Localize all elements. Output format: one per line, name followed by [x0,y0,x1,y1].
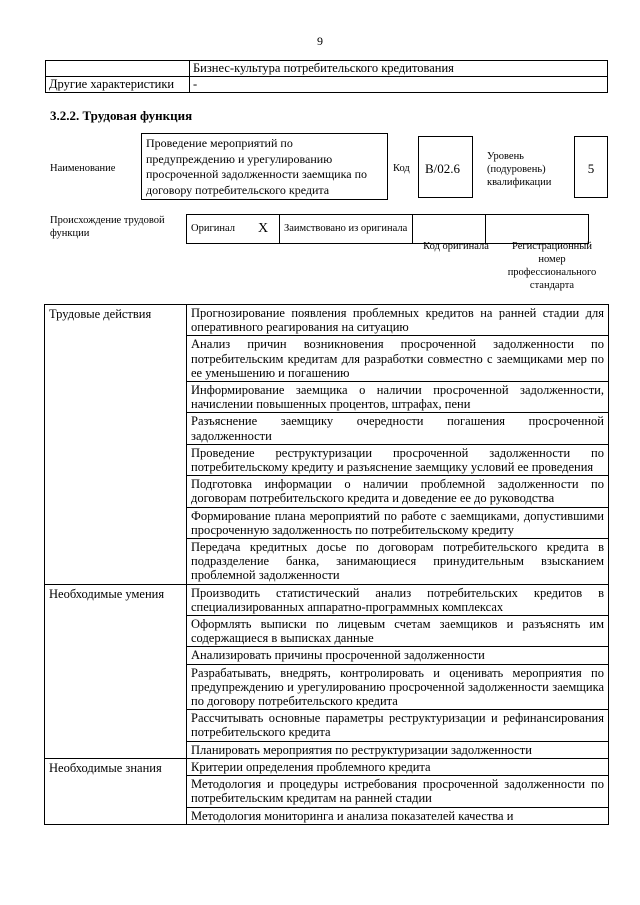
item-text: Рассчитывать основные параметры реструктуризации и рефинансирования потребительского кредита [187,710,609,741]
item-text: Разрабатывать, внедрять, контролировать и оценивать мероприятия по предупреждению и урегулированию просроченной задолженности заемщика по договору потребительского кредита [187,664,609,710]
section-title: 3.2.2. Трудовая функция [50,108,193,123]
category-label: Трудовые действия [45,305,187,585]
original-label: Оригинал [187,215,248,244]
row-label [46,61,190,77]
item-text: Проведение реструктуризации просроченной задолженности по потребительскому кредиту и разъяснение заемщику условий ее проведения [187,444,609,475]
item-text: Передача кредитных досье по договорам потребительского кредита в подразделение банка, занимающиеся принудительным взысканием проблемной задолженности [187,539,609,585]
function-name: Проведение мероприятий по предупреждению и урегулированию просроченной задолженности заемщика по договору потребительского кредита [141,133,388,200]
characteristics-table [45,60,608,93]
origin-label: Происхождение трудовой функции [50,215,165,239]
original-mark: X [247,215,280,244]
item-text: Методология и процедуры истребования просроченной задолженности по потребительским кредитам на ранней стадии [187,776,609,807]
code-label: Код [393,163,410,174]
table-row [45,305,609,336]
level-label: Уровень (подуровень) квалификации [487,151,552,188]
item-text: Подготовка информации о наличии проблемной задолженности по договорам потребительского кредита и доведение ее до руководства [187,476,609,507]
table-row [45,758,609,775]
function-details-table [44,304,609,825]
table-row [45,584,609,615]
borrowed-label: Заимствовано из оригинала [280,215,413,244]
item-text: Прогнозирование появления проблемных кредитов на ранней стадии для оперативного реагирования на ситуацию [187,305,609,336]
code-value: B/02.6 [425,161,461,176]
row-label: Другие характеристики [46,77,190,93]
category-label: Необходимые знания [45,758,187,824]
page-number: 9 [317,34,323,48]
table-row [46,61,608,77]
row-value: Бизнес-культура потребительского кредитования [190,61,608,77]
item-text: Анализировать причины просроченной задолженности [187,647,609,664]
code-caption: Код оригинала [423,241,489,252]
item-text: Анализ причин возникновения просроченной задолженности по потребительским кредитам для разработки совместно с заемщиками мер по ее уменьшению и погашению [187,336,609,382]
level-box [574,136,608,198]
item-text: Информирование заемщика о наличии просроченной задолженности, начислении повышенных процентов, штрафах, пени [187,382,609,413]
item-text: Методология мониторинга и анализа показателей качества и [187,807,609,824]
item-text: Производить статистический анализ потребительских кредитов в специализированных аппаратно-программных комплексах [187,584,609,615]
level-value: 5 [587,161,595,176]
category-label: Необходимые умения [45,584,187,758]
registration-caption: Регистрационный номер профессионального стандарта [507,241,597,291]
item-text: Оформлять выписки по лицевым счетам заемщиков и разъяснять им содержащиеся в выписках данные [187,616,609,647]
item-text: Разъяснение заемщику очередности погашения просроченной задолженности [187,413,609,444]
item-text: Формирование плана мероприятий по работе с заемщиками, допустившими просроченную задолженность по потребительскому кредиту [187,507,609,538]
code-box [418,136,473,198]
table-row [46,77,608,93]
item-text: Планировать мероприятия по реструктуризации задолженности [187,741,609,758]
name-label: Наименование [50,163,116,174]
item-text: Критерии определения проблемного кредита [187,758,609,775]
row-value: - [190,77,608,93]
